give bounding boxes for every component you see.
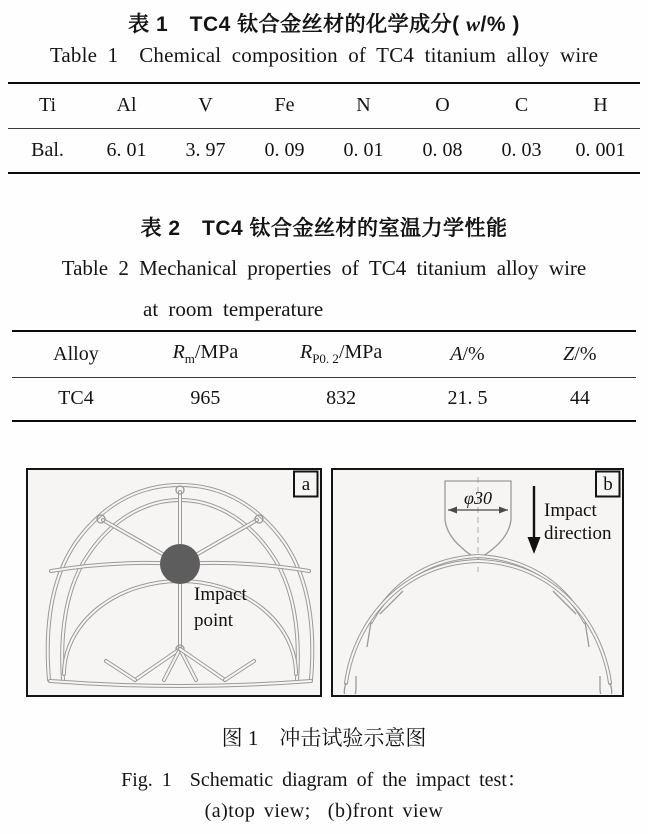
shell-upper-band [371,556,585,622]
front-view-drawing [333,470,621,694]
impact-direction-label-line1: Impact [544,500,597,521]
z-unit: /% [574,342,597,365]
figure1-caption-en: Fig. 1 Schematic diagram of the impact test： [121,769,527,791]
table2-col-rm [140,331,271,377]
table1-col-v: V [198,94,213,117]
rp02-subscript: P0. 2 [312,351,339,367]
figure1-panel-a-top-view [26,468,322,697]
table2-rm-value: 965 [190,387,221,410]
table2-col-rp02 [271,331,411,377]
z-symbol: Z [563,342,575,365]
table1-col-o: O [435,94,450,117]
table1-data-row [8,128,640,173]
rp02-symbol: R [299,341,313,364]
table2-title-en-line1: Table 2 Mechanical properties of TC4 titanium alloy wire [61,256,587,280]
rm-subscript: m [184,351,195,367]
impact-direction-label-line2: direction [544,523,612,544]
figure1-caption-views: (a)top view; (b)front view [204,800,444,822]
dimension-arrow-right [499,507,508,514]
table2-title-en-line2: at room temperature [143,297,324,321]
table1-chemical-composition [8,82,640,174]
table1-h-value: 0. 001 [575,138,626,161]
impact-direction-arrow-head [528,537,541,554]
panel-b-label: b [603,474,613,495]
table2-title-zh: 表 2 TC4 钛合金丝材的室温力学性能 [140,217,508,240]
table1-title-zh-variable: w [466,12,481,36]
table1-title-zh [0,8,648,38]
table1-header-row [8,83,640,128]
table1-fe-value: 0. 09 [264,138,305,161]
table2-title-en [0,248,648,330]
table1-col-al: Al [116,94,137,117]
impact-point-marker [160,544,200,584]
table1-n-value: 0. 01 [343,138,384,161]
table2-a-value: 21. 5 [447,387,488,410]
table2-col-alloy: Alloy [53,342,99,365]
figure1-caption-zh: 图 1 冲击试验示意图 [221,726,427,750]
table1-col-n: N [356,94,371,117]
table1-title-zh-suffix: /% ) [480,13,520,36]
table2-data-row [12,377,636,421]
table2-col-z [524,331,636,377]
table1-col-fe: Fe [274,94,295,117]
table1-ti-value: Bal. [31,138,64,161]
table1-title-en: Table 1 Chemical composition of TC4 titanium alloy wire [49,43,599,67]
a-symbol: A [450,342,463,365]
dimension-arrow-left [448,507,457,514]
figure1-panel-b-front-view [331,468,624,697]
table2-alloy-value: TC4 [58,387,94,410]
table1-c-value: 0. 03 [501,138,542,161]
rm-unit: /MPa [194,341,239,364]
impact-point-label-line1: Impact [194,584,247,605]
table2-col-a [411,331,523,377]
table1-o-value: 0. 08 [422,138,463,161]
table1-v-value: 3. 97 [185,138,226,161]
diameter-label: φ30 [464,488,492,508]
table2-header-row [12,331,636,377]
top-view-drawing [28,470,319,694]
impact-point-label-line2: point [194,610,234,631]
table1-col-c: C [514,94,529,117]
panel-a-label: a [301,474,311,495]
rm-symbol: R [172,341,185,364]
table1-title-zh-text: 表 1 TC4 钛合金丝材的化学成分( [128,13,466,36]
table2-mechanical-properties [12,330,636,422]
table2-rp02-value: 832 [326,387,357,410]
table1-al-value: 6. 01 [106,138,147,161]
table1-col-ti: Ti [38,94,57,117]
table1-col-h: H [593,94,608,117]
shell-lower-band [346,561,610,683]
a-unit: /% [462,342,485,365]
table2-z-value: 44 [569,387,590,410]
rp02-unit: /MPa [338,341,383,364]
